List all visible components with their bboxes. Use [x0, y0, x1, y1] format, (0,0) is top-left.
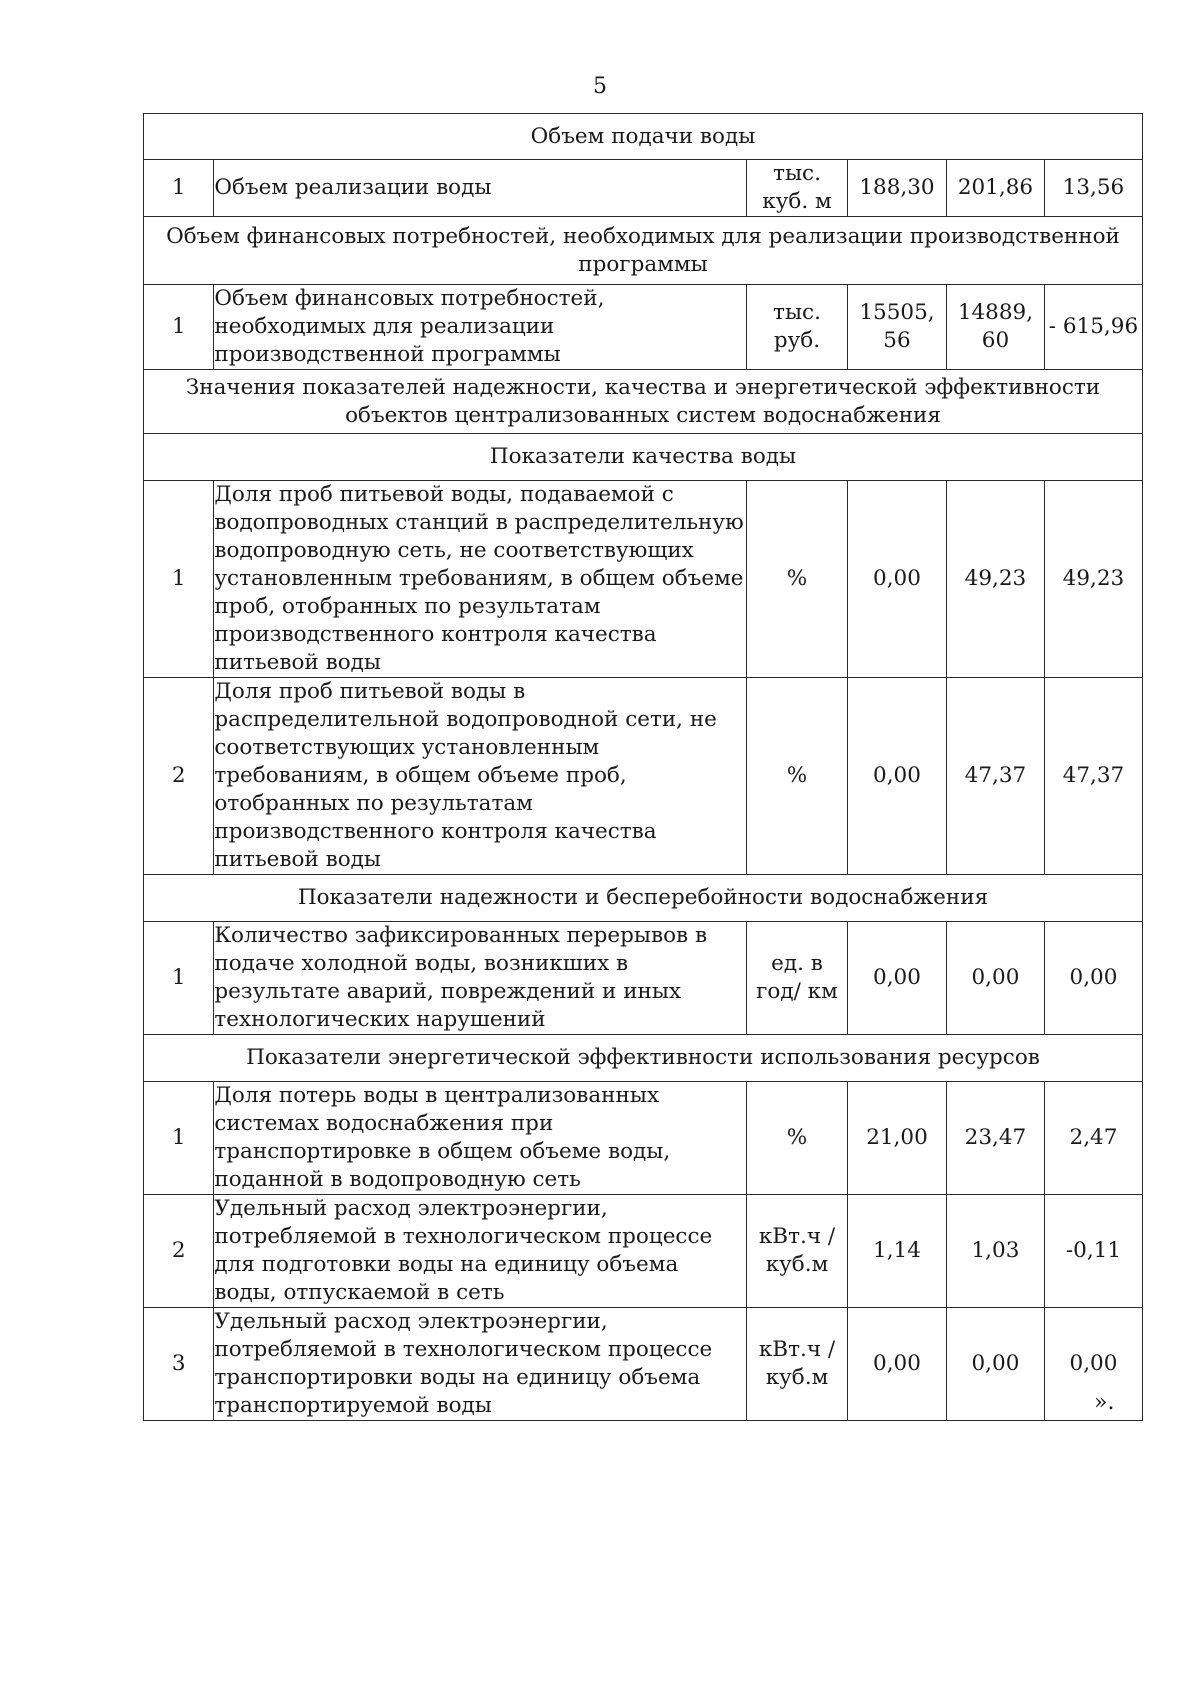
section-title: Объем подачи воды	[144, 114, 1143, 160]
closing-quote-mark: ».	[1094, 1390, 1115, 1415]
value-plan: 1,14	[848, 1195, 947, 1308]
value-plan: 0,00	[848, 1308, 947, 1421]
table-row	[144, 678, 1143, 875]
section-header-row	[144, 370, 1143, 434]
section-header-row	[144, 434, 1143, 481]
table-row	[144, 922, 1143, 1035]
row-number: 2	[144, 1195, 214, 1308]
table-row	[144, 160, 1143, 217]
row-number: 1	[144, 285, 214, 370]
value-actual: 201,86	[946, 160, 1044, 217]
value-plan: 0,00	[848, 922, 947, 1035]
value-actual: 0,00	[946, 1308, 1044, 1421]
unit-of-measure: тыс. куб. м	[747, 160, 848, 217]
value-plan: 0,00	[848, 678, 947, 875]
unit-of-measure: тыс. руб.	[747, 285, 848, 370]
table-row	[144, 1082, 1143, 1195]
indicator-name: Доля проб питьевой воды в распределительной водопроводной сети, не соответствующих установленным требованиям, в общем объеме проб, отобранных по результатам производственного контроля качества питьевой воды	[214, 678, 747, 875]
section-title: Значения показателей надежности, качества и энергетической эффективности объектов централизованных систем водоснабжения	[144, 370, 1143, 434]
value-deviation: 0,00	[1044, 922, 1142, 1035]
indicator-name: Доля проб питьевой воды, подаваемой с водопроводных станций в распределительную водопроводную сеть, не соответствующих установленным требованиям, в общем объеме проб, отобранных по результатам производственного контроля качества питьевой воды	[214, 481, 747, 678]
row-number: 1	[144, 481, 214, 678]
value-deviation: 0,00	[1044, 1308, 1142, 1421]
table-row	[144, 285, 1143, 370]
unit-of-measure: %	[747, 678, 848, 875]
section-title: Показатели надежности и бесперебойности водоснабжения	[144, 875, 1143, 922]
row-number: 2	[144, 678, 214, 875]
section-header-row	[144, 114, 1143, 160]
row-number: 3	[144, 1308, 214, 1421]
indicator-name: Удельный расход электроэнергии, потребляемой в технологическом процессе для подготовки воды на единицу объема воды, отпускаемой в сеть	[214, 1195, 747, 1308]
row-number: 1	[144, 922, 214, 1035]
value-plan: 0,00	[848, 481, 947, 678]
section-title: Объем финансовых потребностей, необходимых для реализации производственной программы	[144, 217, 1143, 285]
value-actual: 47,37	[946, 678, 1044, 875]
value-actual: 1,03	[946, 1195, 1044, 1308]
unit-of-measure: кВт.ч / куб.м	[747, 1308, 848, 1421]
value-actual: 0,00	[946, 922, 1044, 1035]
value-deviation: 47,37	[1044, 678, 1142, 875]
value-plan: 21,00	[848, 1082, 947, 1195]
unit-of-measure: кВт.ч / куб.м	[747, 1195, 848, 1308]
indicator-name: Удельный расход электроэнергии, потребляемой в технологическом процессе транспортировки воды на единицу объема транспортируемой воды	[214, 1308, 747, 1421]
indicator-name: Количество зафиксированных перерывов в подаче холодной воды, возникших в результате аварий, повреждений и иных технологических нарушений	[214, 922, 747, 1035]
row-number: 1	[144, 160, 214, 217]
value-deviation: 13,56	[1044, 160, 1142, 217]
indicators-table-body	[144, 114, 1143, 1421]
value-actual: 14889, 60	[946, 285, 1044, 370]
value-actual: 49,23	[946, 481, 1044, 678]
page-number: 5	[593, 74, 607, 99]
value-plan: 15505, 56	[848, 285, 947, 370]
value-deviation: - 615,96	[1044, 285, 1142, 370]
section-title: Показатели качества воды	[144, 434, 1143, 481]
value-plan: 188,30	[848, 160, 947, 217]
value-deviation: -0,11	[1044, 1195, 1142, 1308]
row-number: 1	[144, 1082, 214, 1195]
section-header-row	[144, 1035, 1143, 1082]
unit-of-measure: ед. в год/ км	[747, 922, 848, 1035]
table-row	[144, 1308, 1143, 1421]
indicator-name: Доля потерь воды в централизованных системах водоснабжения при транспортировке в общем объеме воды, поданной в водопроводную сеть	[214, 1082, 747, 1195]
section-header-row	[144, 875, 1143, 922]
section-title: Показатели энергетической эффективности использования ресурсов	[144, 1035, 1143, 1082]
unit-of-measure: %	[747, 481, 848, 678]
indicators-table	[143, 113, 1143, 1421]
indicator-name: Объем финансовых потребностей, необходимых для реализации производственной программы	[214, 285, 747, 370]
value-deviation: 49,23	[1044, 481, 1142, 678]
section-header-row	[144, 217, 1143, 285]
table-row	[144, 1195, 1143, 1308]
table-row	[144, 481, 1143, 678]
unit-of-measure: %	[747, 1082, 848, 1195]
indicator-name: Объем реализации воды	[214, 160, 747, 217]
value-actual: 23,47	[946, 1082, 1044, 1195]
value-deviation: 2,47	[1044, 1082, 1142, 1195]
